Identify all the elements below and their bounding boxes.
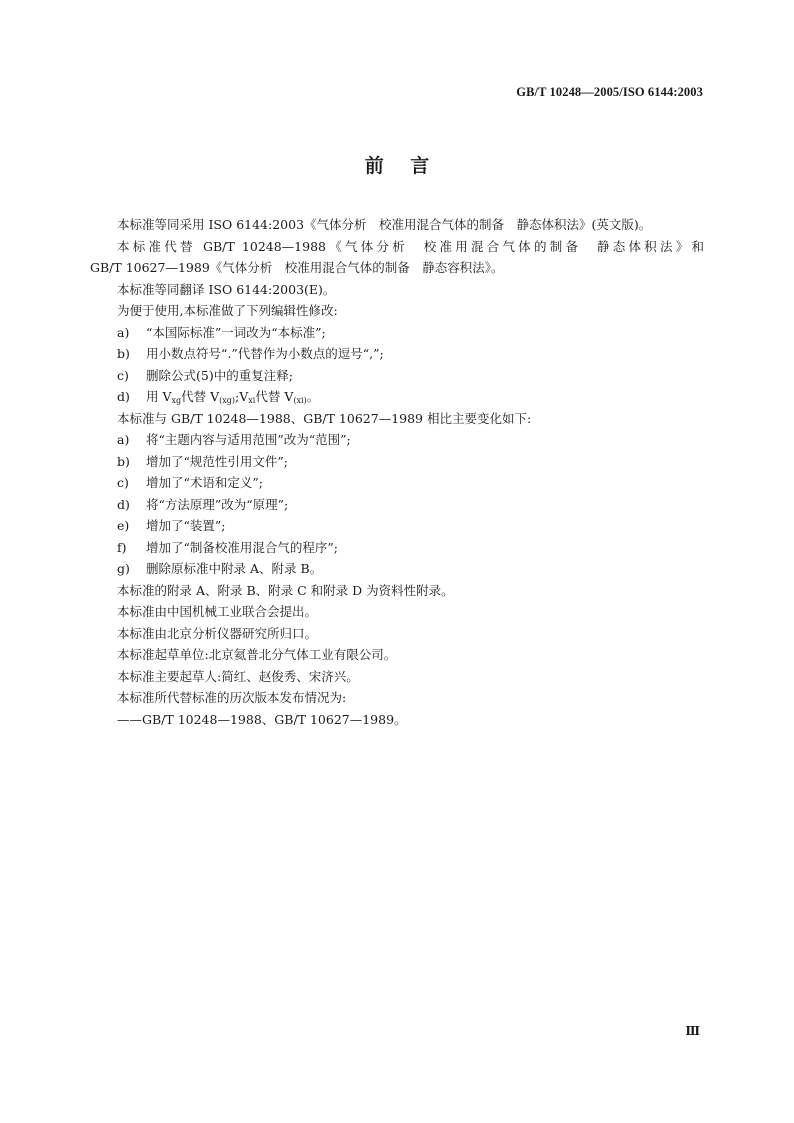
change-item-text: 增加了“术语和定义”; (146, 475, 263, 490)
paragraph-edits-intro: 为便于使用,本标准做了下列编辑性修改: (117, 303, 338, 318)
edit-item (90, 365, 704, 387)
change-item-mark: f) (117, 539, 127, 555)
paragraph-adoption: 本标准等同采用 ISO 6144:2003《气体分析 校准用混合气体的制备 静态体积法》(英文版)。 (117, 217, 652, 232)
change-item (90, 472, 704, 494)
change-item-text: 增加了“规范性引用文件”; (146, 453, 288, 469)
change-item-mark: a) (117, 432, 130, 447)
edit-item-symbols (90, 386, 704, 408)
change-item (90, 494, 704, 516)
edit-d-sub-3: xi (248, 396, 256, 405)
edit-d-sub-4: (xi) (293, 396, 307, 405)
change-item-mark: b) (117, 453, 130, 469)
paragraph-history-list: ——GB/T 10248—1988、GB/T 10627—1989。 (117, 711, 407, 727)
change-item-mark: e) (117, 518, 130, 533)
paragraph-centralized: 本标准由北京分析仪器研究所归口。 (117, 625, 318, 641)
change-item (90, 429, 704, 451)
paragraph-replacement-line1: 本标准代替 GB/T 10248—1988《气体分析 校准用混合气体的制备 静态体积法》和 (117, 238, 704, 254)
edit-item-mark: a) (117, 324, 130, 340)
edit-d-text-2: 代替 V (181, 389, 220, 404)
change-item-text: 增加了“装置”; (146, 518, 226, 533)
paragraph-proposer: 本标准由中国机械工业联合会提出。 (117, 604, 318, 619)
edit-d-sub-1: xg (171, 396, 182, 405)
change-item (90, 515, 704, 537)
change-item-mark: g) (117, 561, 130, 576)
change-item (90, 558, 704, 580)
change-item-text: 增加了“制备校准用混合气的程序”; (146, 539, 338, 555)
edit-item-text: 用小数点符号“.”代替作为小数点的逗号“,”; (146, 346, 384, 361)
page-number: Ⅲ (685, 1024, 700, 1038)
change-item-text: 删除原标准中附录 A、附录 B。 (146, 561, 323, 576)
edit-item (90, 343, 704, 365)
foreword-body (90, 214, 704, 730)
paragraph-translation: 本标准等同翻译 ISO 6144:2003(E)。 (117, 281, 336, 297)
edit-d-text-5: 。 (306, 389, 320, 404)
paragraph-replacement-line2: GB/T 10627—1989《气体分析 校准用混合气体的制备 静态容积法》。 (90, 260, 504, 275)
edit-d-text-1: 用 V (146, 389, 172, 404)
edit-item (90, 322, 704, 344)
edit-d-text-3: ;V (235, 389, 249, 404)
paragraph-annexes: 本标准的附录 A、附录 B、附录 C 和附录 D 为资料性附录。 (117, 582, 454, 598)
paragraph-changes-intro: 本标准与 GB/T 10248—1988、GB/T 10627—1989 相比主要变化如下: (117, 410, 532, 426)
edit-d-text-4: 代替 V (255, 389, 294, 404)
paragraph-history-intro: 本标准所代替标准的历次版本发布情况为: (117, 690, 347, 705)
change-item (90, 537, 704, 559)
edit-item-mark: d) (117, 389, 130, 404)
change-item (90, 451, 704, 473)
change-item-mark: d) (117, 496, 130, 512)
edit-item-mark: c) (117, 367, 129, 383)
standard-code: GB/T 10248—2005/ISO 6144:2003 (516, 85, 703, 99)
edit-item-text: “本国际标准”一词改为“本标准”; (146, 324, 326, 340)
paragraph-drafters: 本标准主要起草人:简红、赵俊秀、宋济兴。 (117, 668, 359, 684)
change-item-text: 将“主题内容与适用范围”改为“范围”; (146, 432, 351, 447)
page-title: 前 言 (364, 155, 430, 177)
edit-item-mark: b) (117, 346, 130, 361)
edit-d-sub-2: (xg) (219, 396, 236, 405)
change-item-text: 将“方法原理”改为“原理”; (146, 496, 289, 512)
edit-item-text: 删除公式(5)中的重复注释; (146, 367, 293, 383)
change-item-mark: c) (117, 475, 129, 490)
paragraph-drafting-unit: 本标准起草单位:北京氦普北分气体工业有限公司。 (117, 647, 397, 662)
